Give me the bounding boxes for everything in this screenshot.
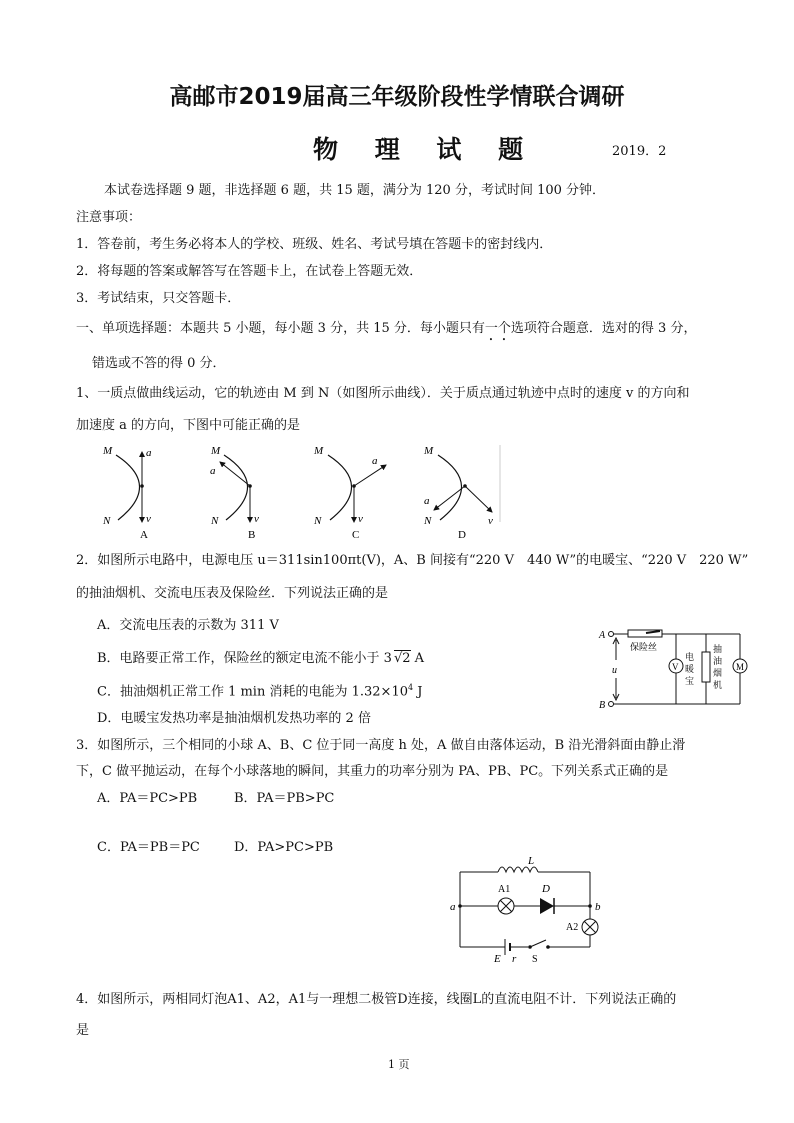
q4-line1: 4．如图所示，两相同灯泡A1、A2，A1与一理想二极管D连接，线圈L的直流电阻不计．下列说法正确的 (76, 992, 677, 1007)
q2-terminal-b: B (599, 700, 606, 711)
q2-line1: 2．如图所示电路中，电源电压 u＝311sin100πt(V)，A、B 间接有“220 V 440 W”的电暖宝、“220 V 220 W” (76, 553, 749, 568)
q1a-m-label: M (103, 445, 113, 457)
q1-line1: 1、一质点做曲线运动，它的轨迹由 M 到 N（如图所示曲线）．关于质点通过轨迹中点时的速度 v 的方向和 (76, 386, 690, 401)
q2-hood-label-2: 油 (713, 656, 723, 666)
q1c-n-label: N (314, 515, 322, 527)
notes-heading: 注意事项： (76, 210, 142, 225)
q2-option-d: D．电暖宝发热功率是抽油烟机发热功率的 2 倍 (97, 711, 371, 726)
q1-option-b-diagram (210, 445, 259, 540)
q3-option-b: B．PA＝PB>PC (234, 791, 335, 806)
q2-hood-label-4: 机 (713, 680, 723, 690)
q3-line2: 下，C 做平抛运动，在每个小球落地的瞬间，其重力的功率分别为 PA、PB、PC。下列关系式正确的是 (76, 764, 669, 779)
q1d-m-label: M (424, 445, 434, 457)
q3-option-d: D．PA>PC>PB (234, 840, 334, 855)
q2-line2: 的抽油烟机、交流电压表及保险丝．下列说法正确的是 (76, 586, 389, 601)
q4-circuit (450, 852, 610, 964)
q2b-sqrt-value: 2 (402, 651, 411, 666)
q4-diode-label: D (542, 883, 550, 895)
q2-heater-label-1: 电 (685, 652, 695, 662)
page-number: 1 页 (388, 1058, 410, 1071)
q1d-v-label: v (488, 515, 493, 527)
q1-figure (100, 440, 510, 540)
q2b-unit: A (410, 651, 425, 666)
q2c-text: C．抽油烟机正常工作 1 min 消耗的电能为 1.32×10 (97, 684, 408, 700)
q1c-a-label: a (372, 455, 378, 467)
q4-emf-label: E (494, 953, 501, 964)
q2b-text: B．电路要正常工作，保险丝的额定电流不能小于 3 (97, 651, 392, 666)
q2-heater-label-3: 宝 (685, 676, 695, 686)
q2-hood-label-1: 抽 (713, 644, 723, 654)
q1-option-a-diagram (102, 445, 152, 540)
q2-terminal-a: A (599, 630, 606, 641)
q1a-v-label: v (146, 513, 151, 525)
q4-resistance-label: r (512, 953, 517, 964)
section1-text-b: 选项符合题意．选对的得 3 分， (510, 321, 697, 336)
note-item-2: 2．将每题的答案或解答写在答题卡上，在试卷上答题无效． (76, 264, 423, 279)
q2-circuit (596, 622, 756, 714)
q4-node-a: a (450, 901, 456, 913)
q1c-v-label: v (358, 513, 363, 525)
q1b-v-label: v (254, 513, 259, 525)
q1d-a-label: a (424, 495, 430, 507)
q1d-n-label: N (424, 515, 432, 527)
q4-node-b: b (595, 901, 601, 913)
exam-date: 2019．2 (612, 144, 667, 159)
q1-option-d-label: D (458, 529, 466, 540)
q4-line2: 是 (76, 1023, 90, 1038)
section1-heading (76, 321, 696, 344)
q2-heater-label-2: 暖 (685, 664, 695, 674)
q2-option-b (97, 651, 424, 667)
note-item-3: 3．考试结束，只交答题卡． (76, 291, 241, 306)
section1-emphasis: 一个 (484, 321, 511, 336)
q2-motor-label: M (736, 662, 745, 672)
q2-option-c (97, 680, 422, 700)
q1-option-b-label: B (248, 529, 256, 540)
q3-option-c: C．PA＝PB＝PC (97, 840, 200, 855)
q1-option-a-label: A (140, 529, 148, 540)
subject-title: 物 理 试 题 (313, 135, 538, 164)
q4-inductor-label: L (528, 855, 535, 867)
q2b-sqrt: √2 (393, 651, 411, 666)
q1b-n-label: N (211, 515, 219, 527)
q2-source-u: u (612, 665, 617, 676)
q1-option-c-label: C (352, 529, 360, 540)
q4-switch-label: S (532, 954, 538, 964)
q1a-a-label: a (146, 447, 152, 459)
q2-voltmeter-label: V (672, 662, 679, 672)
q1b-a-label: a (210, 465, 216, 477)
q3-option-a: A．PA＝PC>PB (97, 791, 198, 806)
note-item-1: 1．答卷前，考生务必将本人的学校、班级、姓名、考试号填在答题卡的密封线内． (76, 237, 553, 252)
q1-option-c-diagram (313, 445, 386, 540)
q2-option-a: A．交流电压表的示数为 311 V (97, 618, 279, 633)
q1b-m-label: M (211, 445, 221, 457)
q2c-unit: J (413, 684, 423, 700)
q3-line1: 3．如图所示，三个相同的小球 A、B、C 位于同一高度 h 处，A 做自由落体运动，B 沿光滑斜面由静止滑 (76, 738, 686, 753)
q2-hood-label-3: 烟 (713, 668, 723, 678)
q1a-n-label: N (103, 515, 111, 527)
intro-text: 本试卷选择题 9 题，非选择题 6 题，共 15 题，满分为 120 分，考试时间 100 分钟． (104, 183, 606, 198)
q1-option-d-diagram (423, 445, 493, 540)
exam-title: 高邮市2019届高三年级阶段性学情联合调研 (169, 84, 625, 110)
q4-lamp1-label: A1 (498, 884, 511, 895)
section1-line2: 错选或不答的得 0 分． (92, 356, 226, 371)
q4-lamp2-label: A2 (566, 922, 579, 933)
section1-text-a: 一、单项选择题：本题共 5 小题，每小题 3 分，共 15 分．每小题只有 (76, 321, 485, 336)
q2-fuse-label: 保险丝 (630, 642, 658, 652)
q1-line2: 加速度 a 的方向，下图中可能正确的是 (76, 418, 301, 433)
q2c-exponent: 4 (408, 683, 414, 692)
q1c-m-label: M (314, 445, 324, 457)
